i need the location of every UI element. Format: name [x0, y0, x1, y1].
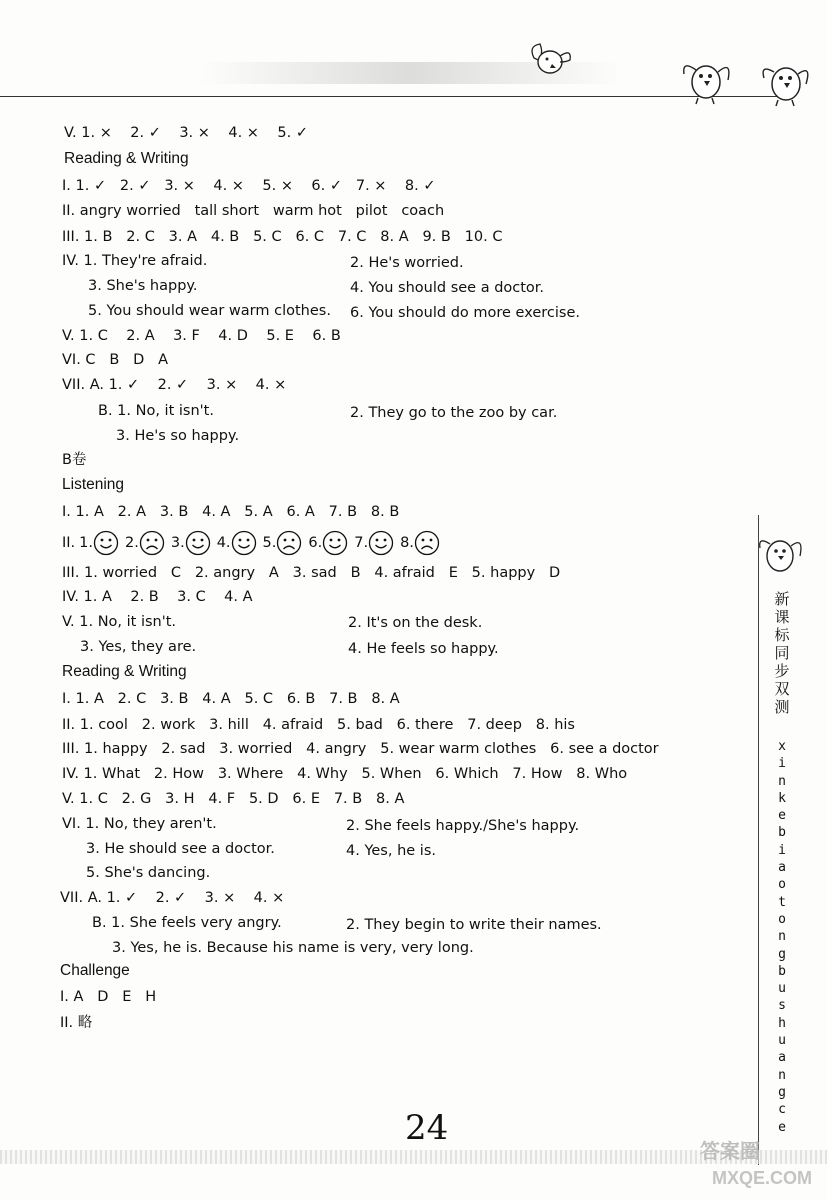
- face-item: [217, 530, 257, 556]
- face-item: [354, 530, 394, 556]
- answer-line: II. 略: [60, 1015, 93, 1031]
- smiley-face-icon: [231, 530, 257, 556]
- smiley-face-icon: [368, 530, 394, 556]
- sad-face-icon: [414, 530, 440, 556]
- page-number: 24: [405, 1108, 449, 1148]
- section-heading: Reading & Writing: [62, 663, 187, 680]
- smiley-face-icon: [185, 530, 211, 556]
- answer-line: VII. A. 1. ✓ 2. ✓ 3. × 4. ×: [62, 377, 287, 393]
- bird-icon: [678, 56, 736, 108]
- sidebar-pinyin: x i n k e b i a o t o n g b u s h u a n g c e: [778, 739, 786, 1135]
- face-number: 1.: [79, 535, 94, 551]
- sidebar-divider: [758, 515, 759, 1165]
- answer-line: I. A D E H: [60, 989, 157, 1005]
- watermark-text: 答案圈: [700, 1141, 760, 1163]
- section-heading: Listening: [62, 476, 125, 493]
- answer-line: VI. 1. No, they aren't.: [62, 816, 217, 832]
- face-item: [79, 530, 119, 556]
- bird-icon: [526, 38, 576, 80]
- answer-line: 3. Yes, he is. Because his name is very, very long.: [112, 940, 474, 956]
- face-number: 3.: [170, 535, 185, 551]
- face-item: [308, 530, 348, 556]
- answer-line: 2. He's worried.: [350, 255, 464, 271]
- answer-line: 5. She's dancing.: [86, 865, 211, 881]
- answer-line: II. angry worried tall short warm hot pilot coach: [62, 203, 445, 219]
- face-number: 5.: [262, 535, 277, 551]
- smiley-face-icon: [93, 530, 119, 556]
- section-heading: Challenge: [60, 962, 130, 979]
- face-number: 7.: [354, 535, 369, 551]
- answer-line: 3. She's happy.: [88, 278, 198, 294]
- answer-line: 5. You should wear warm clothes.: [88, 303, 331, 319]
- answer-line: 2. They go to the zoo by car.: [350, 405, 558, 421]
- answer-line: 2. It's on the desk.: [348, 615, 483, 631]
- face-item: [125, 530, 165, 556]
- answer-line: V. 1. × 2. ✓ 3. × 4. × 5. ✓: [64, 125, 308, 141]
- answer-line: 4. Yes, he is.: [346, 843, 436, 859]
- answer-line: II. 1. cool 2. work 3. hill 4. afraid 5. bad 6. there 7. deep 8. his: [62, 717, 575, 733]
- answer-line: IV. 1. A 2. B 3. C 4. A: [62, 589, 253, 605]
- bird-icon: [756, 530, 806, 580]
- answer-line: III. 1. worried C 2. angry A 3. sad B 4. afraid E 5. happy D: [62, 565, 561, 581]
- face-number: 4.: [216, 535, 231, 551]
- face-item: [263, 530, 303, 556]
- face-item: [171, 530, 211, 556]
- sad-face-icon: [139, 530, 165, 556]
- answer-line: B. 1. No, it isn't.: [98, 403, 214, 419]
- answer-line: IV. 1. They're afraid.: [62, 253, 208, 269]
- faces-container: [79, 530, 446, 556]
- faces-label: II.: [62, 535, 76, 551]
- answer-line: V. 1. No, it isn't.: [62, 614, 177, 630]
- watermark-url: MXQE.COM: [712, 1168, 813, 1188]
- answer-line: IV. 1. What 2. How 3. Where 4. Why 5. When 6. Which 7. How 8. Who: [62, 766, 628, 782]
- answer-line: 2. They begin to write their names.: [346, 917, 602, 933]
- answer-line: 6. You should do more exercise.: [350, 305, 580, 321]
- answer-line: VI. C B D A: [62, 352, 169, 368]
- answer-line: 3. He should see a doctor.: [86, 841, 275, 857]
- answer-line: III. 1. B 2. C 3. A 4. B 5. C 6. C 7. C 8. A 9. B 10. C: [62, 229, 503, 245]
- answer-line: V. 1. C 2. G 3. H 4. F 5. D 6. E 7. B 8. A: [62, 791, 405, 807]
- face-number: 2.: [125, 535, 139, 551]
- sad-face-icon: [276, 530, 302, 556]
- answer-line: 4. He feels so happy.: [348, 641, 499, 657]
- answer-line: I. 1. A 2. C 3. B 4. A 5. C 6. B 7. B 8. A: [62, 691, 400, 707]
- smiley-face-icon: [322, 530, 348, 556]
- answer-line: 3. He's so happy.: [116, 428, 240, 444]
- answer-line: 2. She feels happy./She's happy.: [346, 818, 580, 834]
- answer-line: B. 1. She feels very angry.: [92, 915, 282, 931]
- answer-line: VII. A. 1. ✓ 2. ✓ 3. × 4. ×: [60, 890, 285, 906]
- section-heading: Reading & Writing: [64, 150, 189, 167]
- answer-line: III. 1. happy 2. sad 3. worried 4. angry 5. wear warm clothes 6. see a doctor: [62, 741, 659, 757]
- sidebar-title: 新 课 标 同 步 双 测: [774, 590, 790, 716]
- bird-icon: [758, 58, 814, 108]
- answer-line: I. 1. ✓ 2. ✓ 3. × 4. × 5. × 6. ✓ 7. × 8. ✓: [62, 178, 436, 194]
- answer-line: 4. You should see a doctor.: [350, 280, 545, 296]
- face-number: 6.: [308, 535, 323, 551]
- face-item: [400, 530, 440, 556]
- answer-line: V. 1. C 2. A 3. F 4. D 5. E 6. B: [62, 328, 341, 344]
- face-number: 8.: [400, 535, 414, 551]
- section-heading: B卷: [62, 452, 87, 468]
- answer-line: 3. Yes, they are.: [80, 639, 197, 655]
- faces-row: [62, 530, 446, 556]
- answer-line: I. 1. A 2. A 3. B 4. A 5. A 6. A 7. B 8. B: [62, 504, 400, 520]
- header-rule: [0, 96, 790, 97]
